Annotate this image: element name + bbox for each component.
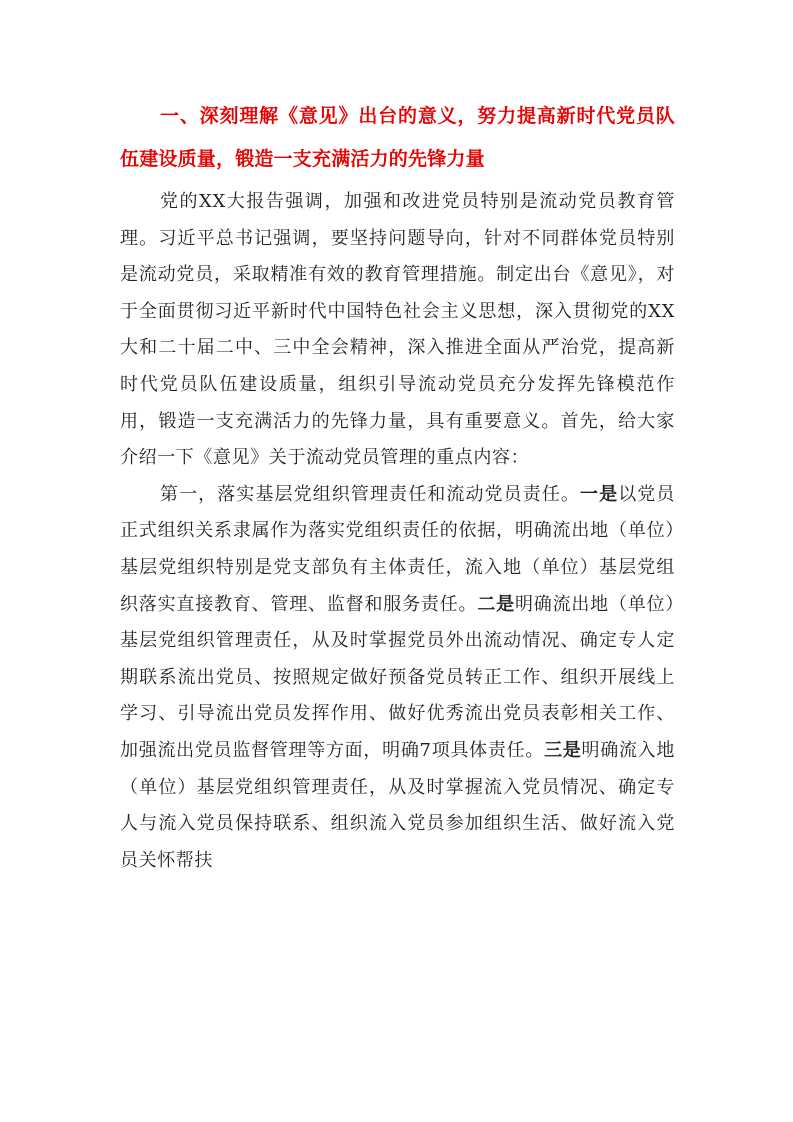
point-marker-3: 三是 xyxy=(544,739,582,761)
point-text-2: 明确流出地（单位）基层党组织管理责任，从及时掌握党员外出流动情况、确定专人定期联系流出党员、按照规定做好预备党员转正工作、组织开展线上学习、引导流出党员发挥作用、做好优秀流出党员表彰相关工作、加强流出党员监督管理等方面，明确7项具体责任。 xyxy=(120,593,676,761)
point-text-1: 以党员正式组织关系隶属作为落实党组织责任的依据，明确流出地（单位）基层党组织特别是党支部负有主体责任，流入地（单位）基层党组织落实直接教育、管理、监督和服务责任。 xyxy=(120,483,675,615)
point-text-3: 明确流入地（单位）基层党组织管理责任，从及时掌握流入党员情况、确定专人与流入党员保持联系、组织流入党员参加组织生活、做好流入党员关怀帮扶 xyxy=(120,739,676,871)
paragraph-significance: 党的XX大报告强调，加强和改进党员特别是流动党员教育管理。习近平总书记强调，要坚持问题导向，针对不同群体党员特别是流动党员，采取精准有效的教育管理措施。制定出台《意见》，对于全面贯彻习近平新时代中国特色社会主义思想，深入贯彻党的XX大和二十届二中、三中全会精神，深入推进全面从严治党，提高新时代党员队伍建设质量，组织引导流动党员充分发挥先锋模范作用，锻造一支充满活力的先锋力量，具有重要意义。首先，给大家介绍一下《意见》关于流动党员管理的重点内容： xyxy=(120,191,675,469)
point-marker-1: 一是 xyxy=(580,483,619,505)
paragraph-responsibilities xyxy=(120,477,675,880)
point-marker-2: 二是 xyxy=(477,593,515,615)
document-body xyxy=(120,95,675,879)
section-heading: 一、深刻理解《意见》出台的意义，努力提高新时代党员队伍建设质量，锻造一支充满活力的先锋力量 xyxy=(120,105,675,170)
paragraph-lead-sentence: 第一，落实基层党组织管理责任和流动党员责任。 xyxy=(160,483,581,505)
